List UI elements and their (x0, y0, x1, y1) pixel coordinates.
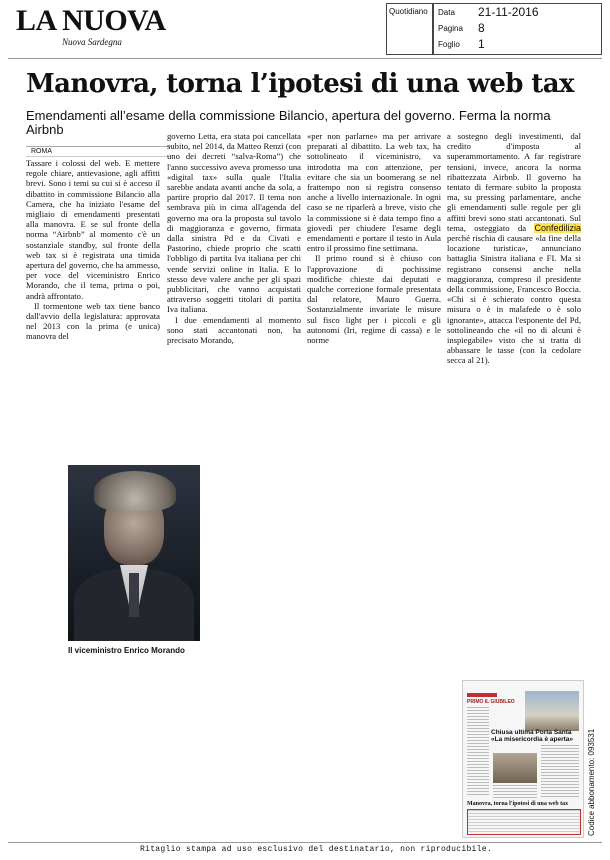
date-label: Data (438, 8, 455, 17)
article-headline: Manovra, torna l’ipotesi di una web tax (26, 69, 574, 99)
thumb-text-lines (493, 785, 537, 799)
article-deck: Emendamenti all’esame della commissione Bilancio, apertura del governo. Ferma la norma Airbnb (26, 108, 551, 138)
portrait-photo (68, 465, 200, 641)
paragraph: Il tormentone web tax tiene banco dall'avvio della legislatura: approvata nel 2013 con la prima (e unica) manovra del (26, 300, 160, 342)
text-run: a sostegno degli investimenti, dal credito d'imposta al superammortamento. A far registrare tensioni, invece, ancora la norma ribattezzata Airbnb. Il governo ha tentato di fermare subito la proposta ma, su pressing parlamentare, anche gli emendamenti sulle regole per gli affitti brevi sono stati accantonati. Sul tema, osteggiato da (447, 131, 581, 233)
thumb-red-bar (467, 693, 497, 697)
page-label: Pagina (438, 24, 463, 33)
text-run: perché rischia di causare «la fine della locazione turistica», annunciano battaglia Sinistra italiana e FI. Ma si registrano consensi anche nella maggioranza, compreso il presidente della commissione, Francesco Boccia. «Chi si è schierato contro questa misura o è in malafede o è solo ignorante», attacca l'esponente del Pd, sottolineando che «il no di alcuni è inspiegabile» visto che si tratta di abbassare le tasse (con la cedolare secca al 21). (447, 233, 581, 366)
paragraph (447, 131, 581, 366)
header-rule (8, 58, 602, 59)
date-value: 21-11-2016 (478, 5, 539, 19)
paragraph: «per non parlarne» ma per arrivare preparati al dibattito. La web tax, ha sottolineato il viceministro, va introdotta ma con attenzione, per evitare che sia un boomerang se nel frattempo non si registra consenso anche a livello internazionale. In ogni caso se ne riparlerà a breve, visto che la commissione si è data tempo fino a giovedì per chiudere l'esame degli emendamenti e portare il testo in Aula entro il prossimo fine settimana. (307, 131, 441, 254)
thumb-headline: Chiusa ultima Porta Santa «La misericordia è aperta» (491, 729, 574, 743)
dateline: ROMA (26, 146, 171, 157)
photo-caption: Il viceministro Enrico Morando (68, 646, 185, 655)
thumb-bottom-headline: Manovra, torna l'ipotesi di una web tax (467, 801, 569, 807)
article-column-2 (167, 131, 301, 345)
subscription-code: Codice abbonamento: 093531 (587, 728, 596, 836)
footer-notice: Ritaglio stampa ad uso esclusivo del destinatario, non riproducibile. (140, 845, 492, 854)
photo-hair (94, 471, 176, 511)
article-column-1 (26, 158, 160, 342)
footer-rule (8, 842, 602, 843)
masthead: LA NUOVA (16, 4, 166, 37)
article-column-3 (307, 131, 441, 345)
thumb-text-lines (541, 745, 579, 797)
thumb-section-label: PRIMO IL GIUBILEO (467, 699, 515, 705)
paragraph: I due emendamenti al momento sono stati accantonati non, ha precisato Morando, (167, 314, 301, 346)
thumb-photo (525, 691, 579, 731)
paragraph: governo Letta, era stata poi cancellata subito, nel 2014, da Matteo Renzi (con uno dei decreti “salva-Roma”) che l'anno successivo aveva promesso una «digital tax» sulla quale l'Italia sarebbe andata avanti anche da sola, a partire proprio dal 2017. Il tema non sembrava più in cima all'agenda del governo ma ora la proposta sul tavolo di maggioranza e governo, firmata dalla sinistra Pd e da Civati e Pastorino, chiede proprio che scatti l'obbligo di partita Iva italiana per chi vende servizi online in Italia. E lo stesso deve valere anche per gli spazi pubblicitari, che vanno acquistati attraverso soggetti titolari di partita Iva italiana. (167, 131, 301, 315)
highlighted-keyword: Confedilizia (534, 222, 581, 233)
photo-tie (129, 573, 139, 617)
sheet-label: Foglio (438, 40, 460, 49)
page-value: 8 (478, 21, 485, 35)
thumb-article-box (467, 809, 581, 835)
publication-type: Quotidiano (389, 7, 428, 16)
article-column-4 (447, 131, 581, 366)
paragraph: Il primo round si è chiuso con l'approvazione di pochissime modifiche chieste dai deputati e qualche correzione formale presentata dal relatore, Mauro Guerra. Sostanzialmente invariate le misure sul fisco light per i piccoli e gli autonomi (Iri, regime di cassa) e le norme (307, 253, 441, 346)
thumb-text-lines (467, 707, 489, 797)
paragraph: Tassare i colossi del web. E mettere regole chiare, antievasione, agli affitti brevi. Sono i temi su cui si è acceso il dibattito in commissione Bilancio alla Camera, che ha iniziato l'esame del migliaio di emendamenti presentati alla manovra. E se sul fronte della norma “Airbnb” al momento c'è un sostanziale standby, sul fronte della web tax si è registrata una timida apertura del governo, che ha ammesso, per voce del viceministro Enrico Morando, che il tema, prima o poi, andrà affrontato. (26, 158, 160, 301)
front-page-thumbnail (462, 680, 584, 838)
masthead-subtitle: Nuova Sardegna (62, 37, 122, 47)
thumb-photo-2 (493, 753, 537, 783)
sheet-value: 1 (478, 37, 485, 51)
